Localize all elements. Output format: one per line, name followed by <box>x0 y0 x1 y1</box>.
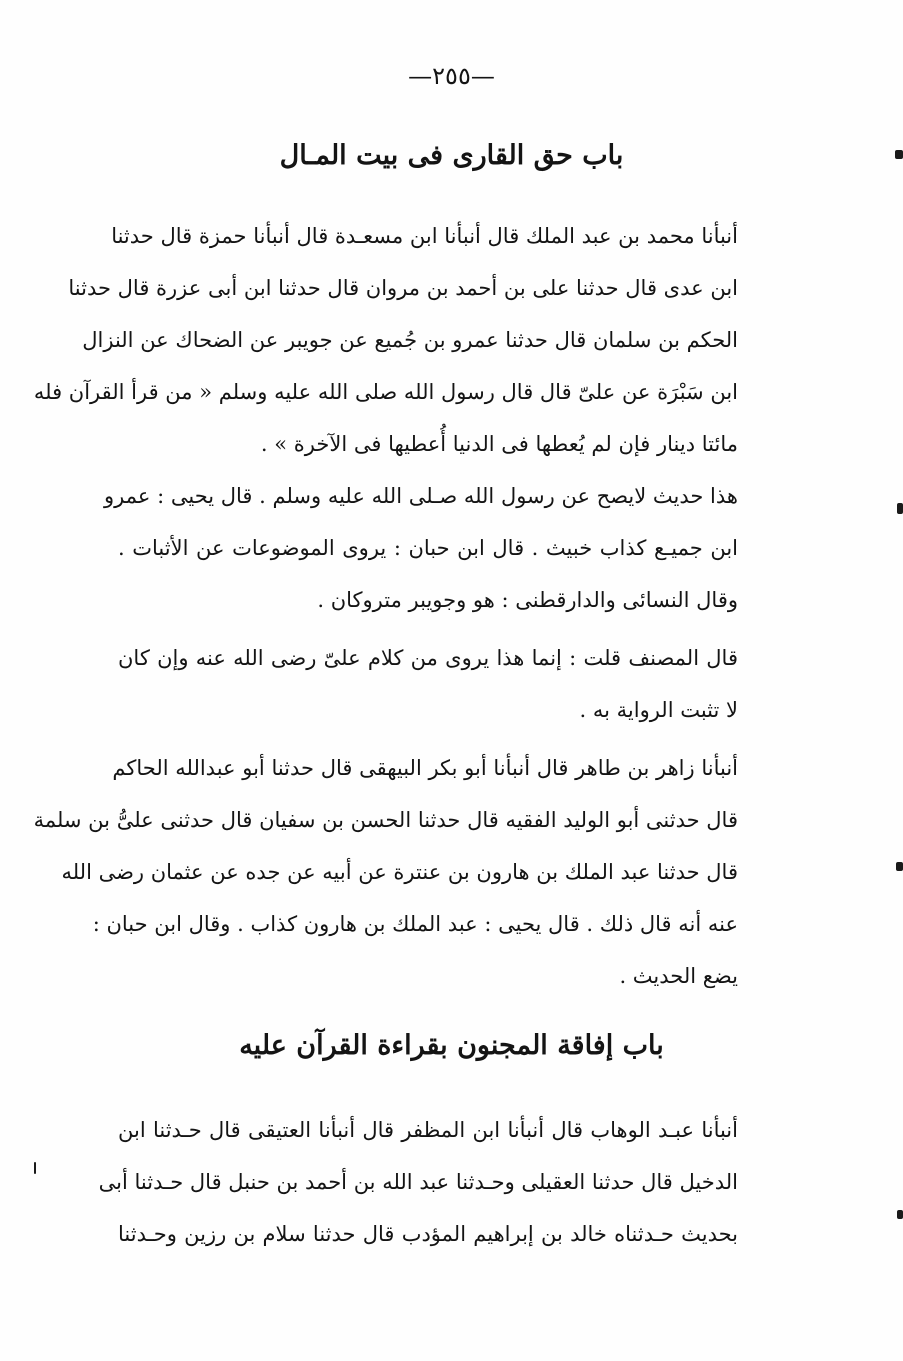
text-line: هذا حديث لايصح عن رسول الله صـلى الله عليه وسلم . قال يحيى : عمرو <box>104 484 738 508</box>
text-line: لا تثبت الرواية به . <box>579 698 738 722</box>
scan-edge-mark <box>897 1210 903 1219</box>
text-line: ابن سَبْرَة عن علىّ قال قال رسول الله صلى الله عليه وسلم « من قرأ القرآن فله <box>33 380 738 404</box>
scan-edge-mark <box>897 503 903 514</box>
text-line: أنبأنا زاهر بن طاهر قال أنبأنا أبو بكر البيهقى قال حدثنا أبو عبدالله الحاكم <box>112 756 738 780</box>
chapter-heading-reciter-right: باب حق القارى فى بيت المـال <box>279 140 624 171</box>
paragraph-2 <box>104 470 738 626</box>
scan-edge-mark <box>895 150 903 159</box>
paragraph-1 <box>33 210 738 470</box>
text-line: بحديث حـدثناه خالد بن إبراهيم المؤدب قال حدثنا سلام بن رزين وحـدثنا <box>118 1222 738 1246</box>
text-line: قال حدثنا عبد الملك بن هارون بن عنترة عن أبيه عن جده عن عثمان رضى الله <box>61 860 738 884</box>
paragraph-4 <box>33 742 738 1002</box>
scan-speck <box>34 1162 36 1174</box>
text-line: أنبأنا عبـد الوهاب قال أنبأنا ابن المظفر قال أنبأنا العتيقى قال حـدثنا ابن <box>118 1118 738 1142</box>
text-line: ابن عدى قال حدثنا على بن أحمد بن مروان قال حدثنا ابن أبى عزرة قال حدثنا <box>68 276 738 300</box>
text-line: يضع الحديث . <box>619 964 738 988</box>
paragraph-3 <box>118 632 738 736</box>
text-line: ابن جميـع كذاب خبيث . قال ابن حبان : يروى الموضوعات عن الأثبات . <box>118 536 738 560</box>
text-line: قال حدثنى أبو الوليد الفقيه قال حدثنا الحسن بن سفيان قال حدثنى علىُّ بن سلمة <box>33 808 738 832</box>
text-line: الدخيل قال حدثنا العقيلى وحـدثنا عبد الله بن أحمد بن حنبل قال حـدثنا أبى <box>98 1170 738 1194</box>
scan-edge-mark <box>896 862 903 871</box>
text-line: عنه أنه قال ذلك . قال يحيى : عبد الملك بن هارون كذاب . وقال ابن حبان : <box>92 912 738 936</box>
text-line: أنبأنا محمد بن عبد الملك قال أنبأنا ابن مسعـدة قال أنبأنا حمزة قال حدثنا <box>111 224 738 248</box>
text-line: مائتا دينار فإن لم يُعطها فى الدنيا أُعطيها فى الآخرة » . <box>260 432 738 456</box>
text-line: وقال النسائى والدارقطنى : هو وجويبر متروكان . <box>317 588 738 612</box>
text-line: قال المصنف قلت : إنما هذا يروى من كلام علىّ رضى الله عنه وإن كان <box>118 646 738 670</box>
chapter-heading-madman-recovery: باب إفاقة المجنون بقراءة القرآن عليه <box>239 1030 664 1061</box>
paragraph-5 <box>98 1104 738 1260</box>
text-line: الحكم بن سلمان قال حدثنا عمرو بن جُميع عن جويبر عن الضحاك عن النزال <box>82 328 738 352</box>
page-number: —٢٥٥— <box>408 62 495 90</box>
